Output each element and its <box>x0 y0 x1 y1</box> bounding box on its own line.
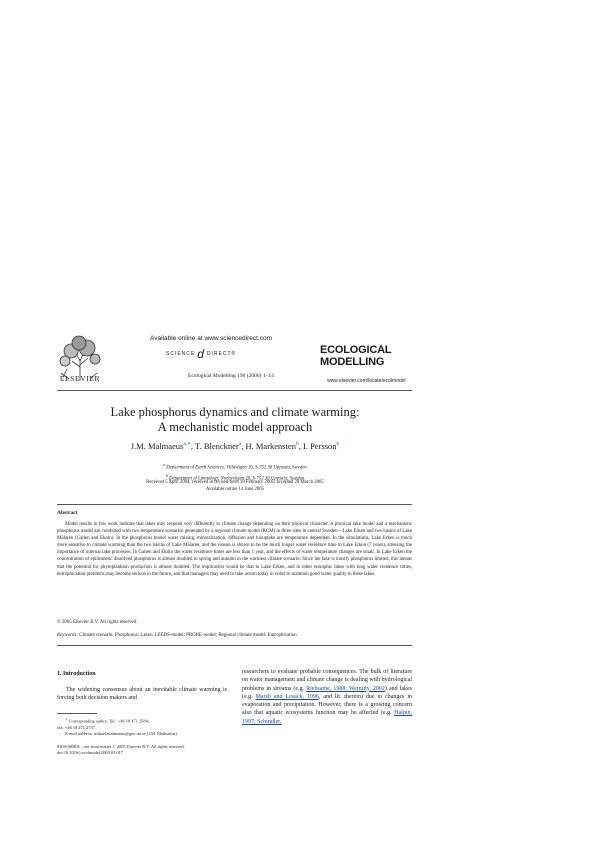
intro-left-column: The widening consensus about an inevitable climate warming is forcing both decision makers and <box>57 687 227 702</box>
author-separator: , <box>298 441 303 451</box>
footnote-divider <box>57 713 97 714</box>
affiliation-a-marker: a <box>163 462 165 467</box>
keywords-label: Keywords: <box>57 633 79 638</box>
copyright-notice: © 2005 Elsevier B.V. All rights reserved. <box>57 620 138 625</box>
author-affiliation-link[interactable]: a <box>238 441 242 448</box>
article-title <box>60 405 410 435</box>
author-name: I. Persson <box>303 441 337 451</box>
footnote-fax: fax: +46 18 471 2737. <box>57 724 96 730</box>
journal-url-link[interactable]: www.elsevier.com/locate/ecolmodel <box>327 378 406 384</box>
author-name: J.M. Malmaeus <box>130 441 184 451</box>
author-separator: , <box>190 441 196 451</box>
citation-link[interactable]: Halpin, 1997; Schindler, <box>242 710 412 725</box>
keywords <box>57 633 412 638</box>
sciencedirect-at-icon: d <box>197 347 205 361</box>
email-link[interactable]: mikael.malmaeus@geo.uu.se (J.M. Malmaeus). <box>94 731 178 737</box>
intro-text: researchers to evaluate probable consequences. The bulk of literature on water management and climate change is dealing with hydrological problems in streams (e.g. <box>242 669 412 692</box>
author-name: H. Markensten <box>245 441 296 451</box>
abstract-heading: Abstract <box>57 510 78 516</box>
affiliation-b-text: Department of Limnology, Norbyvägen 20, S-752 36 Uppsala, Sweden <box>168 476 305 482</box>
article-dates <box>60 479 410 493</box>
title-line1: Lake phosphorus dynamics and climate warming: <box>110 405 360 419</box>
available-online-date: Available online 14 June 2005 <box>205 487 265 492</box>
footnote-corresponding: Corresponding author. Tel.: +46 18 471 2584; <box>68 718 149 724</box>
journal-logo <box>320 344 400 368</box>
doi-link[interactable]: doi:10.1016/j.ecolmodel.2005.03.017 <box>57 750 123 756</box>
abstract-top-divider <box>57 504 412 505</box>
footnote-marker: ∗ <box>65 717 68 721</box>
journal-reference: Ecological Modelling 190 (2006) 1–14 <box>188 373 274 379</box>
author-affiliation-link[interactable]: b <box>336 441 340 448</box>
title-line2: A mechanistic model approach <box>157 420 313 434</box>
header-divider <box>57 390 412 391</box>
author-name: T. Blenckner <box>195 441 239 451</box>
keywords-list: Climate scenario; Phosphorus; Lakes; LEEDS-model; PROBE-model; Regional climate model; Eutrophication <box>79 633 297 638</box>
issn-line: 0304-3800/$ – see front matter © 2005 Elsevier B.V. All rights reserved. <box>57 744 185 749</box>
intro-right-column <box>242 668 412 726</box>
sciencedirect-logo <box>166 346 276 362</box>
intro-text: , and lit. therein) due to changes in evaporation and precipitation. However, there is a growing concern also that aquatic ecosystems function may be affected (e.g. <box>242 693 412 717</box>
author-separator: , <box>241 441 246 451</box>
affiliation-a <box>60 461 410 472</box>
author-affiliation-link[interactable]: a,∗ <box>183 441 191 448</box>
publisher-name: ELSEVIER <box>59 374 101 383</box>
author-list <box>60 441 410 451</box>
sciencedirect-logo-right: DIRECT® <box>206 351 237 357</box>
sciencedirect-logo-left: SCIENCE <box>166 351 196 357</box>
affiliation-b-marker: b <box>165 472 168 478</box>
journal-logo-line1: ECOLOGICAL <box>320 344 392 356</box>
citation-link[interactable]: Marsh and Lesack, 1996 <box>255 693 319 700</box>
section-heading-introduction: 1. Introduction <box>57 671 96 677</box>
abstract-bottom-divider <box>57 645 412 646</box>
journal-logo-line2: MODELLING <box>320 356 385 368</box>
citation-link[interactable]: Riebsame, 1988; Wernitty, 2002 <box>306 685 385 692</box>
email-label: E-mail address: <box>65 731 94 737</box>
author-affiliation-link[interactable]: b <box>296 441 299 448</box>
received-dates: Received 5 April 2004; received in revised form 18 February 2005; accepted 28 March 2005 <box>146 480 324 485</box>
intro-text: ) and lakes (e.g. <box>242 685 412 700</box>
available-online-line: Available online at www.sciencedirect.com <box>150 335 272 342</box>
issn-doi <box>57 744 247 757</box>
affiliation-a-text: Department of Earth Sciences, Villavägen 16, S-752 36 Uppsala, Sweden <box>166 465 307 471</box>
abstract-body: Model results in this work indicate that lakes may respond very differently to climate change depending on their physical character. A physical lake model and a mechanistic phosphorus model are combined with two temperature scenarios generated by a regional climate model (RCM) in three sites in central Sweden—Lake Erken and two basins of Lake Mälaren (Galten and Ekoln). In the phosphorus model water mixing, mineralization, diffusion and biouptake are temperature dependent. In the simulations, Lake Erken is much more sensitive to climate warming than the two basins of Lake Mälaren, and the reason is shown to be the much longer water residence time in Lake Erken (7 years), stressing the importance of internal lake processes. In Galten and Ekoln the water residence times are less than 1 year, and the effects of water temperature changes are small. In Lake Erken the concentration of epilimnetic dissolved phosphorus is almost doubled in spring and autumn in the warmest climate scenario. Since the lake is mostly phosphorus limited, this means that the potential for phytoplankton production is almost doubled. The implication would be that in Lake Erken, and in other eutrophic lakes with long water residence times, eutrophication problems may become serious in the future, and that managers may need to take action today in order to maintain good water quality in these lakes. <box>57 522 412 577</box>
corresponding-author-footnote <box>57 716 227 738</box>
